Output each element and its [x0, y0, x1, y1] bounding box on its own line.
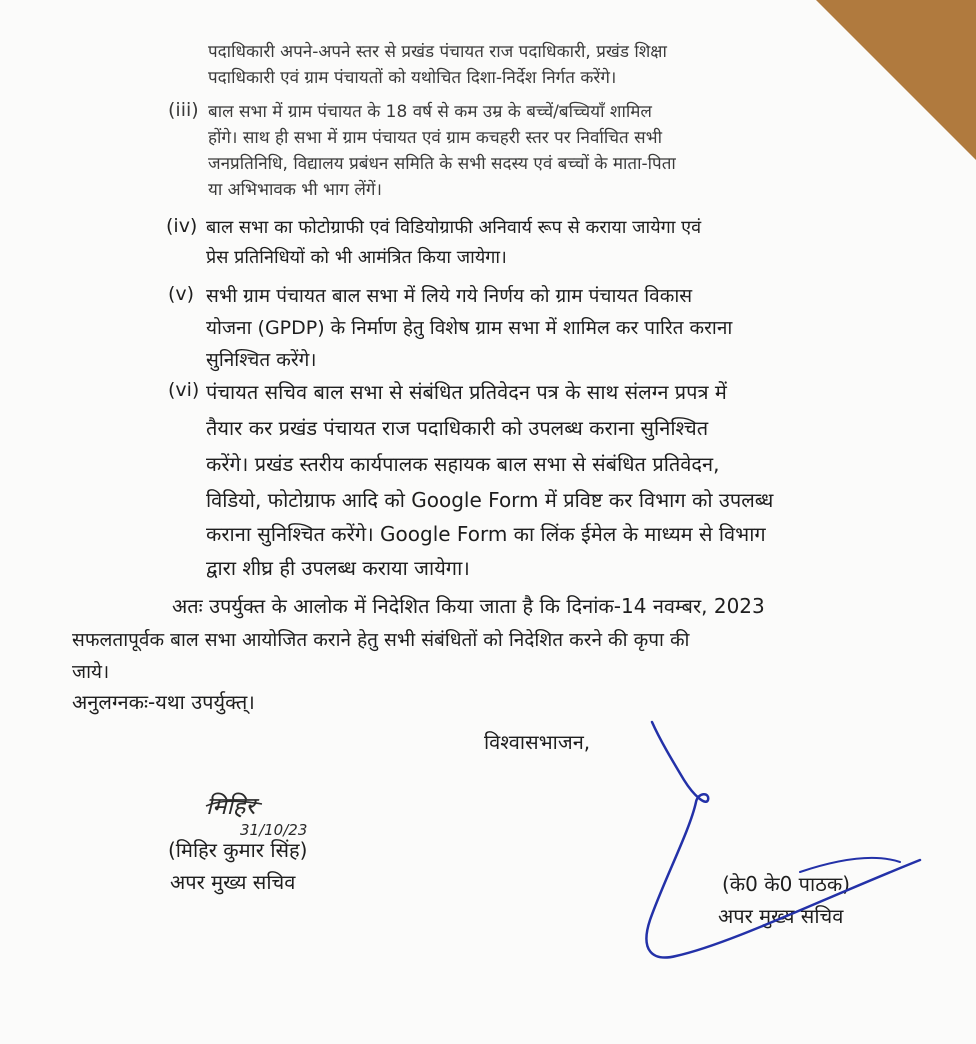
point-iii-line-1: बाल सभा में ग्राम पंचायत के 18 वर्ष से कम उम्र के बच्चें/बच्चियाँ शामिल	[208, 102, 652, 122]
point-vi-line-4: विडियो, फोटोग्राफ आदि को Google Form में प्रविष्ट कर विभाग को उपलब्ध	[206, 488, 774, 512]
point-vi-line-5: कराना सुनिश्चित करेंगे। Google Form का लिंक ईमेल के माध्यम से विभाग	[206, 522, 766, 546]
point-v-line-2: योजना (GPDP) के निर्माण हेतु विशेष ग्राम सभा में शामिल कर पारित कराना	[206, 317, 733, 339]
point-v-line-1: सभी ग्राम पंचायत बाल सभा में लिये गये निर्णय को ग्राम पंचायत विकास	[206, 285, 693, 307]
point-v-line-3: सुनिश्चित करेंगे।	[206, 349, 317, 371]
left-signatory-designation: अपर मुख्य सचिव	[170, 870, 296, 894]
conclusion-line-3: जाये।	[72, 661, 110, 683]
point-iv-line-1: बाल सभा का फोटोग्राफी एवं विडियोग्राफी अनिवार्य रूप से कराया जायेगा एवं	[206, 217, 702, 238]
left-signatory-name: (मिहिर कुमार सिंह)	[168, 838, 308, 862]
point-vi-line-3: करेंगे। प्रखंड स्तरीय कार्यपालक सहायक बाल सभा से संबंधित प्रतिवेदन,	[206, 452, 720, 476]
point-vi-line-1: पंचायत सचिव बाल सभा से संबंधित प्रतिवेदन पत्र के साथ संलग्न प्रपत्र में	[206, 380, 727, 404]
point-iii-line-4: या अभिभावक भी भाग लेंगें।	[208, 180, 382, 200]
left-handwritten-signature: मिहिर	[206, 792, 256, 820]
point-iv-numeral: (iv)	[166, 215, 198, 237]
point-iii-line-2: होंगे। साथ ही सभा में ग्राम पंचायत एवं ग्राम कचहरी स्तर पर निर्वाचित सभी	[208, 128, 662, 148]
closing-salutation: विश्वासभाजन,	[484, 730, 591, 754]
left-handwritten-date: 31/10/23	[240, 821, 308, 839]
conclusion-line-1: अतः उपर्युक्त के आलोक में निदेशित किया जाता है कि दिनांक-14 नवम्बर, 2023	[172, 594, 765, 618]
right-signatory-name: (के0 के0 पाठक)	[722, 872, 851, 896]
right-signatory-designation: अपर मुख्य सचिव	[718, 904, 844, 928]
enclosure-note: अनुलग्नकः-यथा उपर्युक्त्।	[72, 690, 255, 714]
point-vi-numeral: (vi)	[168, 379, 200, 401]
conclusion-line-2: सफलतापूर्वक बाल सभा आयोजित कराने हेतु सभी संबंधितों को निदेशित करने की कृपा की	[72, 629, 690, 651]
point-iii-line-3: जनप्रतिनिधि, विद्यालय प्रबंधन समिति के सभी सदस्य एवं बच्चों के माता-पिता	[208, 154, 676, 174]
point-vi-line-6: द्वारा शीघ्र ही उपलब्ध कराया जायेगा।	[206, 556, 470, 580]
point-vi-line-2: तैयार कर प्रखंड पंचायत राज पदाधिकारी को उपलब्ध कराना सुनिश्चित	[206, 416, 709, 440]
point-iv-line-2: प्रेस प्रतिनिधियों को भी आमंत्रित किया जायेगा।	[206, 247, 507, 268]
point-iii-numeral: (iii)	[168, 99, 199, 121]
continuation-line-1: पदाधिकारी अपने-अपने स्तर से प्रखंड पंचायत राज पदाधिकारी, प्रखंड शिक्षा	[208, 42, 667, 62]
point-v-numeral: (v)	[168, 283, 195, 305]
continuation-line-2: पदाधिकारी एवं ग्राम पंचायतों को यथोचित दिशा-निर्देश निर्गत करेंगे।	[208, 68, 617, 88]
